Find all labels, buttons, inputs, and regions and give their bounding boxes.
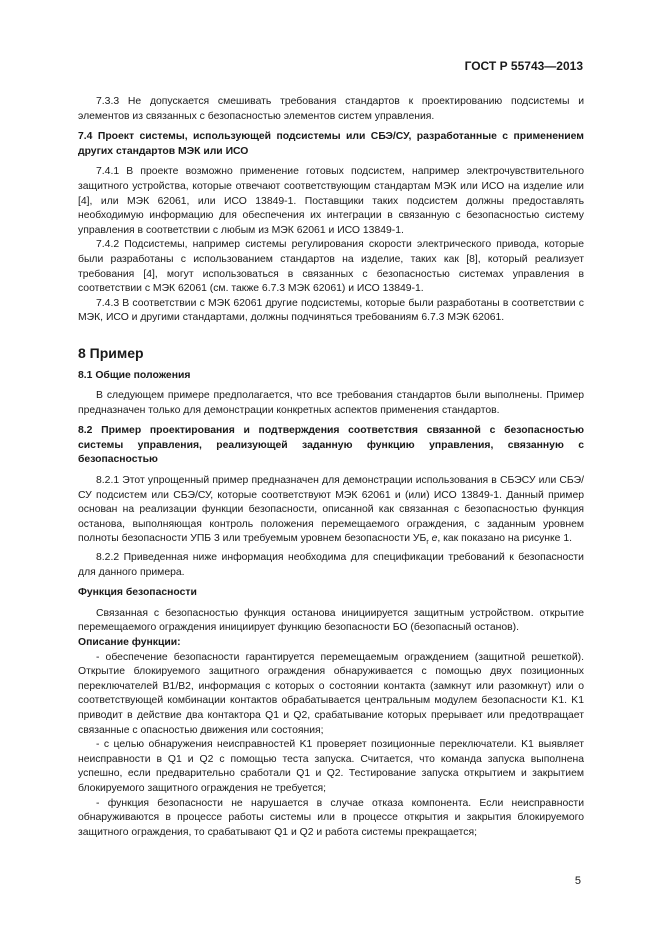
bullet-component-failure: - функция безопасности не нарушается в случае отказа компонента. Если неисправности обнаруживаются в процессе работы системы или в процессе открытия и закрытия блокируемого защитного ограждения, то срабатывают Q1 и Q2 и работа системы прекращается;	[78, 797, 584, 838]
paragraph-7-4-3: 7.4.3 В соответствии с МЭК 62061 другие подсистемы, которые были разработаны в соответствии с МЭК, ИСО и другими стандартами, должны подчиняться требованиям 6.7.3 МЭК 62061.	[78, 297, 584, 324]
page-content	[78, 95, 584, 840]
paragraph-8-2-2: 8.2.2 Приведенная ниже информация необходима для спецификации требований к безопасности для данного примера.	[78, 552, 584, 578]
paragraph-7-4-2: 7.4.2 Подсистемы, например системы регулирования скорости электрического привода, которые были разработаны с использованием стандартов на изделие, таких как [8], который реализует требования [4], могут использоваться в связанных с безопасностью системах управления в соответствии с МЭК 62061 (см. также 6.7.3 МЭК 62061) и ИСО 13849-1.	[78, 239, 584, 295]
heading-function-description: Описание функции:	[78, 637, 181, 649]
bullet-guard: - обеспечение безопасности гарантируется перемещаемым ограждением (защитной решеткой). Открытие блокируемого защитного ограждения обнаруживается с помощью двух позиционных переключателей B1/B2, информация с которых о состоянии контакта (замкнут или разомкнут) или о соответствующей комбинации контактов обрабатывается центральным модулем безопасности K1. K1 приводит в действие два контактора Q1 и Q2, срабатывание которых прерывает или предотвращает связанные с опасностью движения или состояния;	[78, 651, 584, 736]
paragraph-8-2-1	[78, 474, 584, 551]
paragraph-7-3-3: 7.3.3 Не допускается смешивать требования стандартов к проектированию подсистемы и элементов из связанных с безопасностью элементов систем управления.	[78, 96, 584, 122]
paragraph-safety-function: Связанная с безопасностью функция останова инициируется защитным устройством. открытие перемещаемого ограждения инициирует функцию безопасности БО (безопасный останов).	[78, 607, 584, 634]
paragraph-8-2-1-level: e	[431, 533, 438, 545]
section-heading-8-1: 8.1 Общие положения	[78, 369, 191, 381]
paragraph-8-2-1-subscript: r	[426, 539, 429, 547]
section-heading-8-2: 8.2 Пример проектирования и подтверждения соответствия связанной с безопасностью системы управления, реализующей заданную функцию управления, связанную с безопасностью	[78, 425, 584, 466]
bullet-fault-detection: - с целью обнаружения неисправностей K1 проверяет позиционные переключатели. K1 выявляет неисправности в Q1 и Q2 с помощью теста запуска. Считается, что команда запуска выполнена успешно, если предварительно сработали Q1 и Q2. Тестирование запуска открытием и закрытием блокируемого защитного ограждения не требуется;	[78, 739, 584, 795]
paragraph-8-1: В следующем примере предполагается, что все требования стандартов были выполнены. Пример предназначен только для демонстрации конкретных аспектов применения стандартов.	[78, 390, 584, 416]
section-heading-8: 8 Пример	[78, 344, 144, 361]
heading-safety-function: Функция безопасности	[78, 587, 197, 599]
section-heading-7-4: 7.4 Проект системы, использующей подсистемы или СБЭ/СУ, разработанные с применением других стандартов МЭК или ИСО	[78, 131, 584, 157]
page-number: 5	[574, 875, 581, 887]
paragraph-8-2-1-text: 8.2.1 Этот упрощенный пример предназначен для демонстрации использования в СБЭСУ или СБЭ/СУ подсистем или СБЭ/СУ, которые соответствуют МЭК 62061 и (или) ИСО 13849-1. Данный пример основан на реализации функции безопасности, описанной как связанная с безопасностью функция останова, выполняющая контроль положения перемещаемого ограждения, с заданным уровнем полноты безопасности УПБ 3 или требуемым уровнем безопасности УБ	[78, 475, 584, 545]
paragraph-7-4-1: 7.4.1 В проекте возможно применение готовых подсистем, например электрочувствительного защитного устройства, которые отвечают соответствующим стандартам МЭК или ИСО на изделие или [4], или МЭК 62061, или ИСО 13849-1. Поставщики таких подсистем должны предоставлять необходимую информацию для обеспечения их интеграции в связанную с безопасностью систему управления в соответствии с любым из МЭК 62061 и ИСО 13849-1.	[78, 166, 584, 236]
paragraph-8-2-1-tail: , как показано на рисунке 1.	[437, 533, 573, 545]
standard-header: ГОСТ Р 55743—2013	[464, 59, 583, 73]
